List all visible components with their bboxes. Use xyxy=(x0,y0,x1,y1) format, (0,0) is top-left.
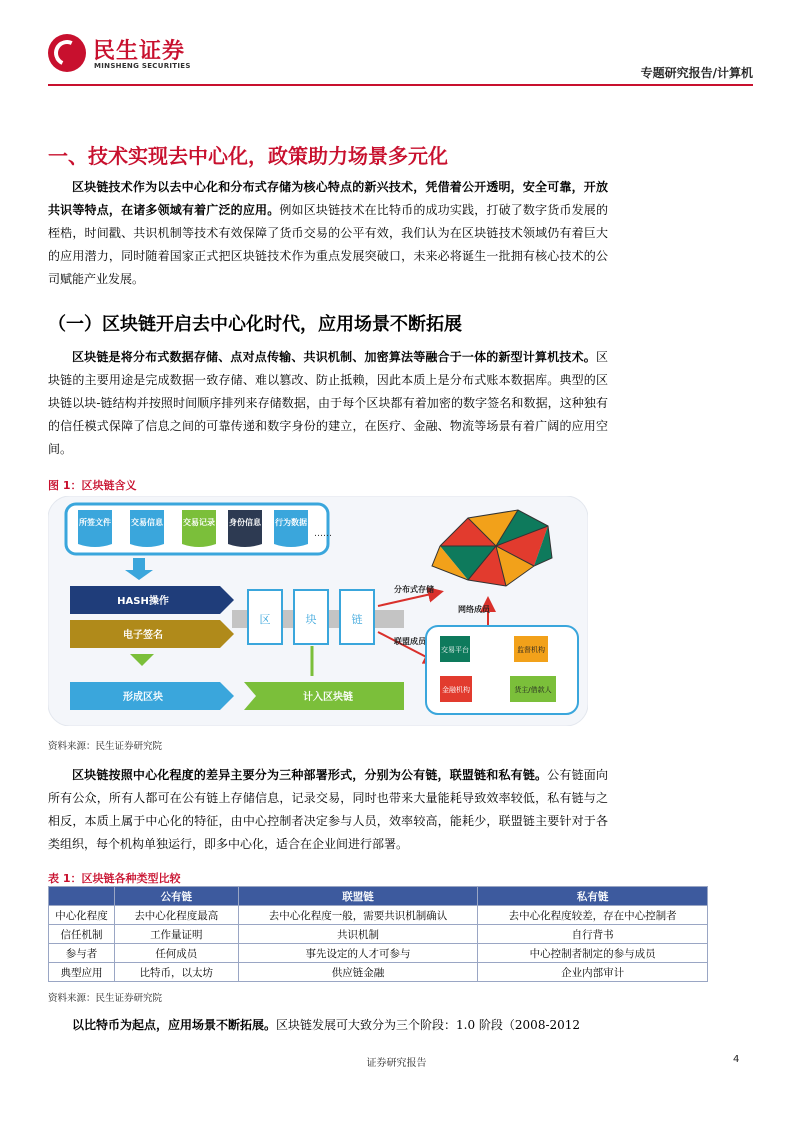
member-trading-platform xyxy=(440,636,470,662)
svg-text:电子签名: 电子签名 xyxy=(123,630,163,641)
header-divider xyxy=(48,84,753,86)
table-header-row xyxy=(49,887,708,906)
paragraph-bold-lead: 区块链技术作为以去中心化和分布式存储为核心特点的新兴技术，凭借着公开透明，安全可靠，开放共识等特点，在诸多领域有着广泛的应用。 xyxy=(48,180,608,217)
table-cell: 供应链金融 xyxy=(238,963,478,982)
paragraph-body: 公有链面向所有公众，所有人都可在公有链上存储信息，记录交易，同时也带来大量能耗导致效率较低，私有链与之相反，本质上属于中心化的特征，由中心控制者决定参与人员，效率较高，能耗少，联盟链主要针对于各类组织，每个机构单独运行，即多中心化，适合在企业间进行部署。 xyxy=(48,768,608,851)
table-source: 资料来源：民生证券研究院 xyxy=(48,993,163,1004)
table-header-cell: 私有链 xyxy=(478,887,708,906)
chain-block-3 xyxy=(340,590,374,644)
step-hash xyxy=(70,586,234,614)
table-cell: 信任机制 xyxy=(49,925,115,944)
svg-text:计入区块链: 计入区块链 xyxy=(303,692,353,703)
chain-block-2 xyxy=(294,590,328,644)
logo-english-name: MINSHENG SECURITIES xyxy=(94,62,191,70)
table-row xyxy=(49,925,708,944)
paragraph-decentralization xyxy=(48,176,608,291)
member-regulator xyxy=(514,636,548,662)
logo-mark-icon xyxy=(48,34,86,72)
table-cell: 参与者 xyxy=(49,944,115,963)
figure-source: 资料来源：民生证券研究院 xyxy=(48,741,163,752)
table-cell: 工作量证明 xyxy=(114,925,238,944)
table-cell: 自行背书 xyxy=(478,925,708,944)
section-title-2: （一）区块链开启去中心化时代，应用场景不断拓展 xyxy=(48,314,462,335)
chain-block-1 xyxy=(248,590,282,644)
svg-text:金融机构: 金融机构 xyxy=(442,686,470,694)
svg-text:行为数据: 行为数据 xyxy=(275,518,307,527)
step-form-block xyxy=(70,682,234,710)
input-item-transaction-info xyxy=(130,510,164,547)
table-row xyxy=(49,944,708,963)
table-cell: 企业内部审计 xyxy=(478,963,708,982)
table-header-cell: 联盟链 xyxy=(238,887,478,906)
table-cell: 去中心化程度一般，需要共识机制确认 xyxy=(238,906,478,925)
logo-name: 民生证券 xyxy=(93,39,186,64)
table-cell: 事先设定的人才可参与 xyxy=(238,944,478,963)
svg-text:所签文件: 所签文件 xyxy=(79,518,111,527)
table-cell: 去中心化程度较差，存在中心控制者 xyxy=(478,906,708,925)
figure-title: 图 1：区块链含义 xyxy=(48,479,137,492)
paragraph-deployment-types xyxy=(48,764,608,856)
table-header-cell xyxy=(49,887,115,906)
svg-text:监督机构: 监督机构 xyxy=(517,646,545,654)
paragraph-blockchain-definition xyxy=(48,346,608,461)
table-header-cell: 公有链 xyxy=(114,887,238,906)
table-cell: 典型应用 xyxy=(49,963,115,982)
input-item-signed-files xyxy=(78,510,112,547)
table-cell: 任何成员 xyxy=(114,944,238,963)
join-chain-box xyxy=(244,682,404,710)
page-header xyxy=(48,32,753,88)
input-item-transaction-records xyxy=(182,510,216,547)
member-financial-institution xyxy=(440,676,472,702)
paragraph-body: 区块链发展可大致分为三个阶段：1.0 阶段（2008-2012 xyxy=(276,1018,581,1032)
table-cell: 中心控制者制定的参与成员 xyxy=(478,944,708,963)
svg-text:交易平台: 交易平台 xyxy=(441,646,469,654)
svg-text:HASH操作: HASH操作 xyxy=(117,596,169,607)
input-ellipsis: …… xyxy=(314,529,332,539)
table-title: 表 1：区块链各种类型比较 xyxy=(48,872,181,885)
paragraph-body: 区块链的主要用途是完成数据一致存储、难以篡改、防止抵赖，因此本质上是分布式账本数据库。典型的区块链以块-链结构并按照时间顺序排列来存储数据，由于每个区块都有着加密的数字签名和数据，这种独有的信任模式保障了信息之间的可靠传递和数字身份的建立，在医疗、金融、物流等场景有着广阔的应用空间。 xyxy=(48,350,608,456)
svg-text:货主/借款人: 货主/借款人 xyxy=(514,686,552,694)
svg-text:交易信息: 交易信息 xyxy=(131,518,163,527)
svg-text:交易记录: 交易记录 xyxy=(183,518,215,527)
distributed-storage-label: 分布式存储 xyxy=(394,585,434,594)
footer-label: 证券研究报告 xyxy=(366,1058,427,1069)
minsheng-logo xyxy=(48,32,208,76)
section-title-1: 一、技术实现去中心化，政策助力场景多元化 xyxy=(48,144,448,168)
table-cell: 中心化程度 xyxy=(49,906,115,925)
paragraph-bold-lead: 区块链按照中心化程度的差异主要分为三种部署形式，分别为公有链，联盟链和私有链。 xyxy=(72,768,548,782)
network-members-label: 网络成员 xyxy=(458,605,490,614)
svg-text:块: 块 xyxy=(305,613,317,626)
svg-text:区: 区 xyxy=(259,613,271,626)
input-item-behavior-data xyxy=(274,510,308,547)
alliance-label: 联盟成员 xyxy=(394,637,426,646)
report-type: 专题研究报告/计算机 xyxy=(640,66,753,80)
svg-text:链: 链 xyxy=(351,613,363,626)
step-digital-signature xyxy=(70,620,234,648)
table-row xyxy=(49,906,708,925)
paragraph-body: 例如区块链技术在比特币的成功实践，打破了数字货币发展的桎梏，时间戳、共识机制等技术有效保障了货币交易的公平有效，我们认为在区块链技术领域仍有着巨大的应用潜力，同时随着国家正式把区块链技术作为重点发展突破口，未来必将诞生一批拥有核心技术的公司赋能产业发展。 xyxy=(48,203,608,286)
table-cell: 比特币，以太坊 xyxy=(114,963,238,982)
table-cell: 去中心化程度最高 xyxy=(114,906,238,925)
member-cargo-owner-borrower xyxy=(510,676,556,702)
paragraph-bold-lead: 区块链是将分布式数据存储、点对点传输、共识机制、加密算法等融合于一体的新型计算机技术。 xyxy=(72,350,596,364)
blockchain-diagram xyxy=(48,496,588,726)
paragraph-development-stages xyxy=(48,1014,608,1037)
svg-text:身份信息: 身份信息 xyxy=(229,518,261,527)
table-cell: 共识机制 xyxy=(238,925,478,944)
paragraph-bold-lead: 以比特币为起点，应用场景不断拓展。 xyxy=(72,1018,277,1032)
page-number: 4 xyxy=(733,1054,740,1065)
input-item-identity-info xyxy=(228,510,262,547)
svg-text:形成区块: 形成区块 xyxy=(123,692,163,703)
blockchain-types-table xyxy=(48,886,708,982)
table-row xyxy=(49,963,708,982)
